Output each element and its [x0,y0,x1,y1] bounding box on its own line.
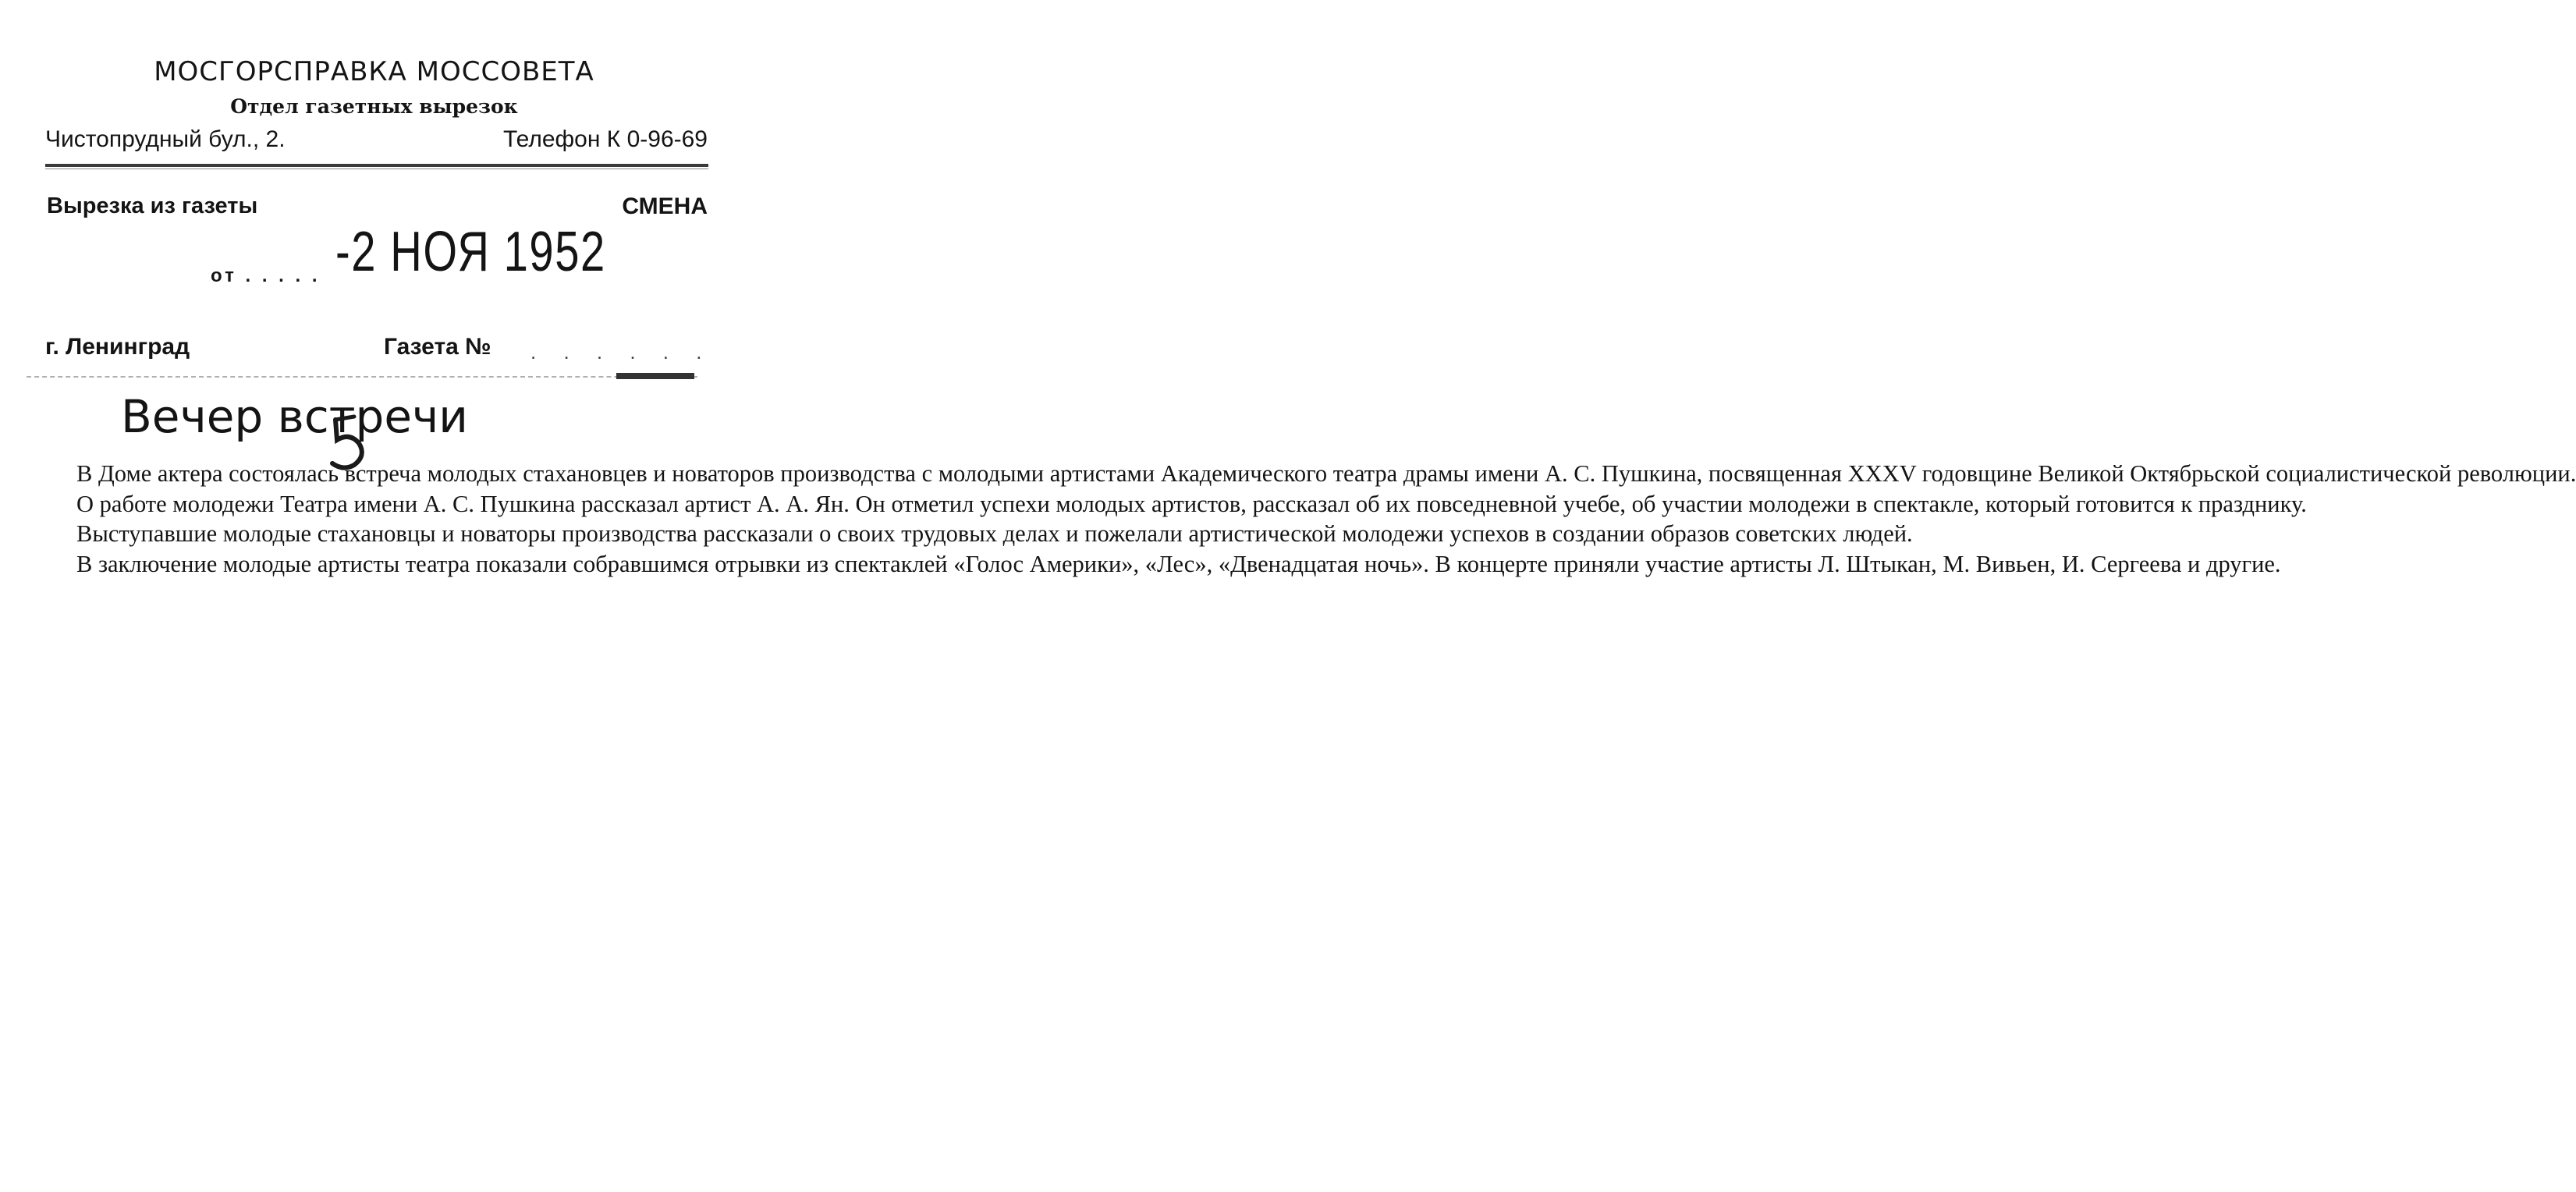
header-rule [45,164,708,167]
issue-label: Газета № [384,334,491,360]
pencil-tick-mark [616,373,694,379]
department-name: Отдел газетных вырезок [230,95,518,118]
article-paragraph: В заключение молодые артисты театра показали собравшимся отрывки из спектаклей «Голос Америки», «Лес», «Двенадцатая ночь». В концерте приняли участие артисты Л. Штыкан, М. Вивьен, И. Сергеева и другие. [76,551,2281,578]
cut-line [27,376,697,378]
clipping-label: Вырезка из газеты [47,193,258,218]
phone-number: Телефон К 0-96-69 [502,126,708,152]
organization-name: МОСГОРСПРАВКА МОССОВЕТА [154,56,594,87]
address: Чистопрудный бул., 2. [45,126,286,152]
article-paragraph: Выступавшие молодые стахановцы и новаторы производства рассказали о своих трудовых делах и пожелали артистической молодежи успехов в создании образов советских людей. [76,520,1913,548]
date-stamp: -2 НОЯ 1952 [335,221,606,283]
city: г. Ленинград [45,334,190,360]
article-headline: Вечер встречи [121,390,468,443]
article-paragraph: О работе молодежи Театра имени А. С. Пушкина рассказал артист А. А. Ян. Он отметил успехи молодых артистов, рассказал об их повседневной учебе, об участии молодежи в спектакле, который готовится к празднику. [76,490,2307,517]
date-label: от . . . . . [211,265,321,286]
issue-dots: . . . . . . [530,340,713,364]
newspaper-name: СМЕНА [622,193,708,219]
article-paragraph: В Доме актера состоялась встреча молодых стахановцев и новаторов производства с молодыми артистами Академического театра драмы имени А. С. Пушкина, посвященная XXXV годовщине Великой Октябрьской социалистической революции. [76,460,2576,487]
article-body [39,459,2576,1192]
